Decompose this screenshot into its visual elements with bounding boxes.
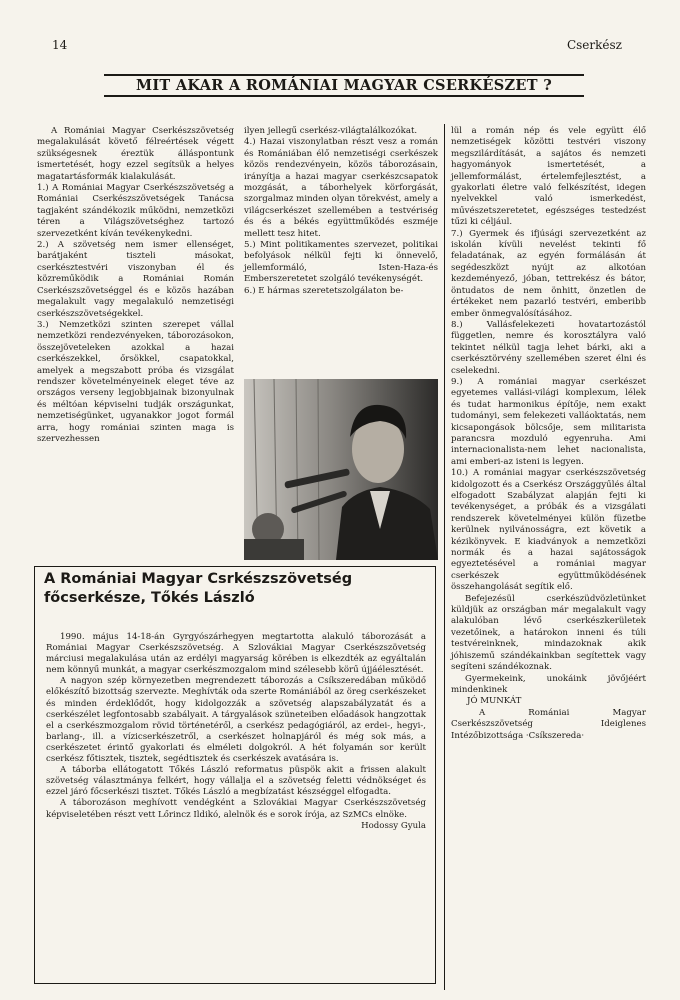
- paragraph: A Romániai Magyar Cserkészszövetség Ideiglenes Intézőbizottsága ·Csíkszereda·: [451, 707, 646, 741]
- paragraph: JÓ MUNKÁT: [467, 696, 522, 707]
- box-title: A Romániai Magyar Csrkészszövetség főcserkésze, Tőkés László: [44, 571, 353, 606]
- paragraph: 5.) Mint politikamentes szervezet, politikai befolyások nélkül fejti ki önnevelő, jellemformáló, Isten-Haza-és Emberszeretetet szolgáló tevékenységét.: [244, 240, 438, 285]
- author-signature: Hodossy Gyula: [361, 820, 426, 831]
- paragraph: lül a román nép és vele együtt élő nemzetiségek közötti testvéri viszony megszilárdítását, a sajátos és nemzeti hagyományok ismertetését, a jellemformálást, értelemfejlesztést, a gyakorlati életre való felkészítést, idegen nyelvekkel való ismerkedést, művészetszeretetet, egészséges testedzést tűzi ki céljául.: [451, 126, 646, 228]
- column-divider: [444, 124, 445, 990]
- page-number: 14: [52, 38, 68, 52]
- paragraph: 8.) Vallásfelekezeti hovatartozástól független, nemre és korosztályra való tekintet nélkül tagja lehet bárki, aki a cserkésztörvény szellemében szeret élni és cselekedni.: [451, 319, 646, 376]
- box-body: [46, 632, 426, 832]
- paragraph: Gyermekeink, unokáink jövőjéért mindenkinek: [451, 673, 646, 695]
- paragraph: A Romániai Magyar Cserkészszövetség megalakulását követő félreértések végett szükségesnek éreztük álláspontunk ismertetését, hogy ezzel segítsük a helyes magatartásformák kialakulását.: [37, 126, 234, 182]
- speaker-photo: [244, 379, 438, 560]
- paragraph: A nagyon szép környezetben megrendezett táborozás a Csíkszeredában működő előkészítő bizottság szervezte. Meghívták oda szerte Romániából az öreg cserkészeket és minden érdeklődőt, hogy kidolgozzák a szövetség alapszabályzatát és a cserkészélet legfontosabb szabályait. A tárgyalások szüneteiben előadások hangzottak el a cserkészmozgalom rövid történetéről, a cserkész pedagógiáról, az erdei-, hegyi-, barlang-, ill. a vízicserkészetről, a cserkészet holnapjáról és még sok más, a cserkészetet érintő gyakorlati és elméleti dolgokról. A hét folyamán sor került cserkész főtisztek, tisztek, segédtisztek és cserkészek avatására is.: [46, 676, 426, 765]
- paragraph: Befejezésül cserkészüdvözletünket küldjük az országban már megalakult vagy alakulóban lévő cserkészkerületek vezetőinek, a határokon inneni és túli testvéreinknek, mindazoknak akik jóhiszemű szándékainkban segítettek vagy segíteni szándékoznak.: [451, 593, 646, 673]
- paragraph: 3.) Nemzetközi szinten szerepet vállal nemzetközi rendezvényeken, táborozásokon, összejöveteleken azokkal a hazai cserkészekkel, őrsökkel, csapatokkal, amelyek a megszabott próba és vizsgálat rendszer követelményeinek eleget téve az országos verseny legjobbjainak bizonyulnak és méltóan képviselni tudják országunkat, nemzetiségünket, ugyanakkor jogot formál arra, hogy romániai szinten maga is szervezhessen: [37, 319, 234, 444]
- paragraph: 1990. május 14-18-án Gyrgyószárhegyen megtartotta alakuló táborozását a Romániai Magyar Cserkészszövetség. A Szlovákiai Magyar Cserkészszövetség márciusi megalakulása után az erdélyi magyarság körében is elkezdték az egyáltalán nem könnyű munkát, a magyar cserkészmozgalom mind szélesebb körű újjáélesztését.: [46, 632, 426, 676]
- magazine-name: Cserkész: [566, 38, 622, 52]
- paragraph: 7.) Gyermek és ifjúsági szervezetként az iskolán kívüli nevelést tekinti fő feladatának, az egyén formálásán át segédeszközt nyújt az alkotóan kezdeményező, jóban, tettrekész és bátor, öntudatos de nem önhitt, önzetlen de értékeket nem pazarló testvéri, emberibb ember önmegvalósításához.: [451, 228, 646, 319]
- column-2: [244, 126, 438, 297]
- paragraph: 2.) A szövetség nem ismer ellenséget, barátjaként tiszteli másokat, cserkésztestvéri viszonyban él és közreműködik a Romániai Román Cserkészszövetséggel és e közös hazában megalakult vagy megalakuló nemzetiségi cserkészszövetségekkel.: [37, 240, 234, 319]
- paragraph: ilyen jellegű cserkész-világtalálkozókat.: [244, 126, 418, 136]
- paragraph: 10.) A romániai magyar cserkészszövetség kidolgozott és a Cserkész Országgyűlés által elfogadott Szabályzat alapján fejti ki tevékenységet, a próbák és a vizsgálati rendszerek követelményei külön füzetbe kerülnek nyilvánosságra, ezt követik a kézikönyvek. E kiadványok a nemzetközi normák és a hazai sajátosságok egyeztetésével a romániai magyar cserkészek együttműködésének összehangolását segítik elő.: [451, 468, 646, 593]
- column-3: [451, 126, 646, 742]
- paragraph: A táborozáson meghívott vendégként a Szlovákiai Magyar Cserkészszövetség képviseletében részt vett Lőrincz Ildikó, alelnök és e sorok írója, az SzMCs elnöke.: [46, 798, 426, 820]
- article-headline: MIT AKAR A ROMÁNIAI MAGYAR CSERKÉSZET ?: [104, 74, 584, 97]
- paragraph: 4.) Hazai viszonylatban részt vesz a román és Romániában élő nemzetiségi cserkészek közös rendezvényein, közös táborozásain, irányítja a hazai magyar cserkészcsapatok mozgását, a táborhelyek körforgását, szorgalmaz minden olyan törekvést, amely a világcserkészet szellemében a testvériség és és a békés együttműködés eszméje mellett tesz hitet.: [244, 137, 438, 239]
- paragraph: 1.) A Romániai Magyar Cserkészszövetség a Romániai Cserkészszövetségek Tanácsa tagjaként szándékozik működni, nemzetközi téren a Világszövetséghez tartozó szervezetként kíván tevékenykedni.: [37, 183, 234, 239]
- paragraph: 6.) E hármas szeretetszolgálaton be-: [244, 285, 404, 296]
- speaker-at-microphone-photo: [244, 379, 438, 560]
- paragraph: 9.) A romániai magyar cserkészet egyetemes vallási-világi komplexum, lélek és tudat harmonikus építője, nem exakt tudományi, sem felekezeti valláoktatás, nem kicsapongások bölcsője, sem militarista parancsra mozduló egyenruha. Ami internacionalista-nem lehet nacionalista, ami emberi-az isteni is legyen.: [451, 376, 646, 467]
- paragraph: A táborba ellátogatott Tőkés László reformatus püspök akit a frissen alakult szövetség választmánya felkért, hogy vállalja el a szövetség feletti védnökséget és ezzel járó főcserkészi tisztet. Tőkés László a megbízatást készséggel elfogadta.: [46, 765, 426, 798]
- column-1: [37, 126, 234, 445]
